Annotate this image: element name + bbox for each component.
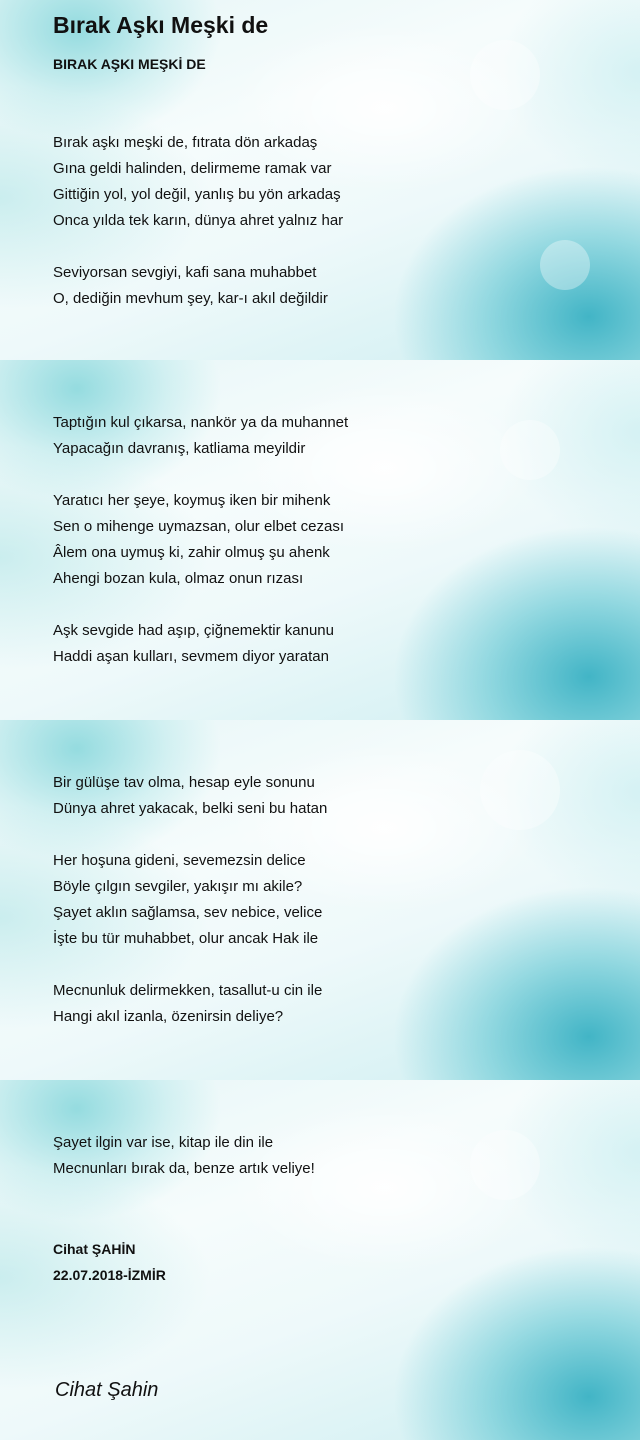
stanza-group — [53, 410, 348, 696]
verse-line: Haddi aşan kulları, sevmem diyor yaratan — [53, 648, 329, 665]
stanza — [53, 1130, 315, 1182]
bokeh-decoration — [480, 750, 560, 830]
date-place: 22.07.2018-İZMİR — [53, 1267, 166, 1283]
verse-line: O, dediğin mevhum şey, kar-ı akıl değildir — [53, 290, 328, 307]
poem-card-1 — [0, 0, 640, 360]
verse-line: Gına geldi halinden, delirmeme ramak var — [53, 160, 332, 177]
stanza — [53, 618, 348, 670]
stanza — [53, 978, 327, 1030]
author-block — [53, 1236, 166, 1288]
stanza — [53, 848, 327, 952]
poem-title: Bırak Aşkı Meşki de — [53, 12, 269, 38]
stanza — [53, 410, 348, 462]
verse-line: Taptığın kul çıkarsa, nankör ya da muhannet — [53, 414, 349, 431]
poem-card-2 — [0, 360, 640, 720]
verse-line: Sen o mihenge uymazsan, olur elbet cezası — [53, 518, 344, 535]
verse-line: İşte bu tür muhabbet, olur ancak Hak ile — [53, 930, 319, 947]
verse-line: Onca yılda tek karın, dünya ahret yalnız har — [53, 212, 344, 229]
bokeh-decoration — [540, 240, 590, 290]
verse-line: Dünya ahret yakacak, belki seni bu hatan — [53, 800, 328, 817]
stanza — [53, 770, 327, 822]
verse-line: Seviyorsan sevgiyi, kafi sana muhabbet — [53, 264, 317, 281]
stanza-group — [53, 130, 343, 338]
verse-line: Âlem ona uymuş ki, zahir olmuş şu ahenk — [53, 544, 330, 561]
verse-line: Yapacağın davranış, katliama meyildir — [53, 440, 306, 457]
bokeh-decoration — [500, 420, 560, 480]
verse-line: Gittiğin yol, yol değil, yanlış bu yön arkadaş — [53, 186, 341, 203]
verse-line: Ahengi bozan kula, olmaz onun rızası — [53, 570, 304, 587]
stanza — [53, 260, 343, 312]
signature: Cihat Şahin — [55, 1379, 159, 1401]
verse-line: Yaratıcı her şeye, koymuş iken bir mihenk — [53, 492, 331, 509]
bokeh-decoration — [470, 40, 540, 110]
stanza-group — [53, 1130, 315, 1208]
verse-line: Mecnunları bırak da, benze artık veliye! — [53, 1160, 315, 1177]
verse-line: Şayet ilgin var ise, kitap ile din ile — [53, 1134, 274, 1151]
stanza-group — [53, 770, 327, 1056]
poem-card-4 — [0, 1080, 640, 1440]
verse-line: Böyle çılgın sevgiler, yakışır mı akile? — [53, 878, 303, 895]
verse-line: Aşk sevgide had aşıp, çiğnemektir kanunu — [53, 622, 334, 639]
verse-line: Bırak aşkı meşki de, fıtrata dön arkadaş — [53, 134, 318, 151]
bokeh-decoration — [470, 1130, 540, 1200]
verse-line: Mecnunluk delirmekken, tasallut-u cin ile — [53, 982, 323, 999]
verse-line: Bir gülüşe tav olma, hesap eyle sonunu — [53, 774, 315, 791]
author-name: Cihat ŞAHİN — [53, 1241, 136, 1257]
stanza — [53, 130, 343, 234]
poem-card-3 — [0, 720, 640, 1080]
stanza — [53, 488, 348, 592]
verse-line: Şayet aklın sağlamsa, sev nebice, velice — [53, 904, 323, 921]
verse-line: Hangi akıl izanla, özenirsin deliye? — [53, 1008, 284, 1025]
verse-line: Her hoşuna gideni, sevemezsin delice — [53, 852, 306, 869]
poem-subtitle: BIRAK AŞKI MEŞKİ DE — [53, 56, 206, 72]
